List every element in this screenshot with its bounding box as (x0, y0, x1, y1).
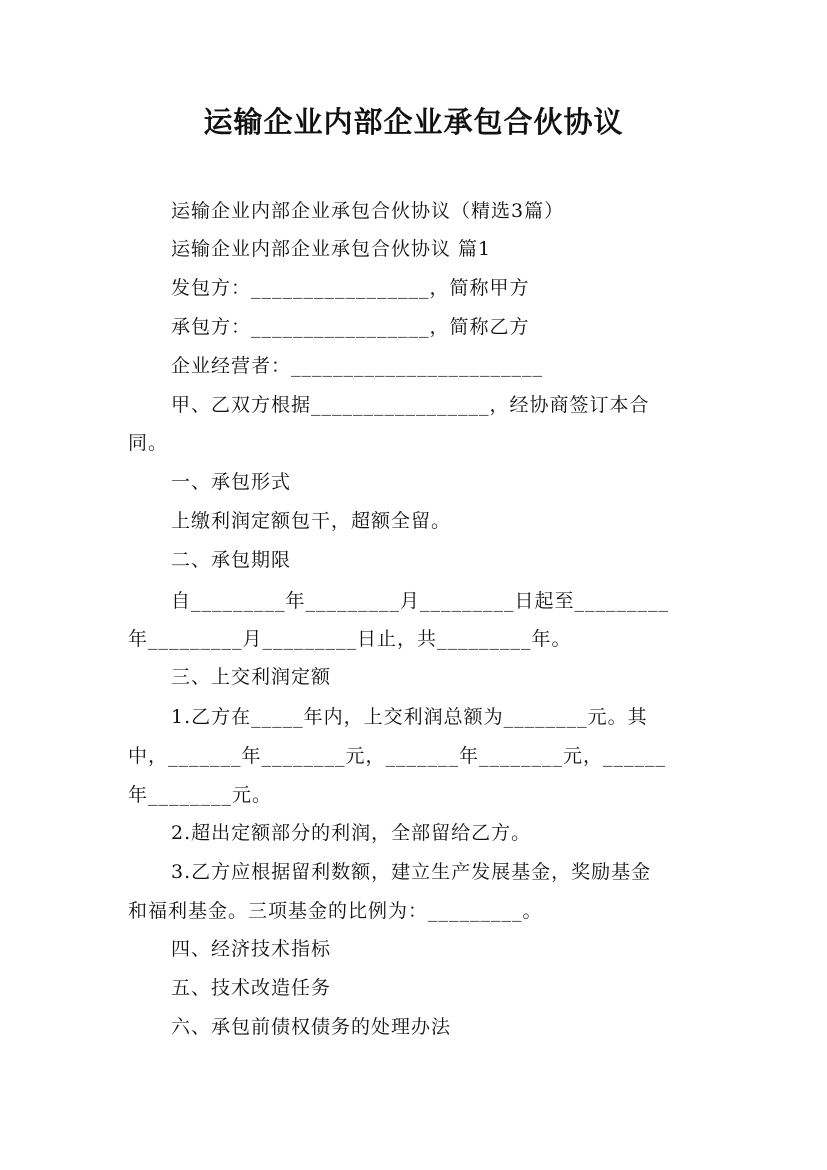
clause-heading: 二、承包期限 (171, 549, 292, 571)
clause-heading: 六、承包前债权债务的处理办法 (171, 1016, 452, 1038)
clause-heading: 五、技术改造任务 (171, 977, 332, 999)
paragraph-line: 企业经营者：________________________ (171, 355, 544, 377)
paragraph-line: 年_________月_________日止，共_________年。 (128, 628, 572, 650)
paragraph-line: 中，_______年________元，_______年________元，______ (128, 745, 667, 767)
paragraph-line: 和福利基金。三项基金的比例为：_________。 (128, 900, 543, 922)
document-title: 运输企业内部企业承包合伙协议 (203, 105, 624, 139)
paragraph-line: 发包方：_________________，简称甲方 (171, 277, 530, 299)
section-heading-line: 运输企业内部企业承包合伙协议 篇1 (171, 238, 492, 260)
paragraph-line: 甲、乙双方根据_________________，经协商签订本合 (171, 394, 650, 416)
paragraph-line: 1.乙方在_____年内，上交利润总额为________元。其 (171, 706, 648, 728)
paragraph-line: 年________元。 (128, 784, 273, 806)
paragraph-line: 同。 (128, 432, 169, 454)
paragraph-line: 承包方：_________________，简称乙方 (171, 316, 530, 338)
paragraph-line: 3.乙方应根据留利数额，建立生产发展基金，奖励基金 (171, 861, 652, 883)
subtitle-line: 运输企业内部企业承包合伙协议（精选3篇） (171, 200, 565, 222)
clause-heading: 一、承包形式 (171, 471, 292, 493)
paragraph-line: 上缴利润定额包干，超额全留。 (171, 510, 452, 532)
paragraph-line: 自_________年_________月_________日起至_________ (171, 590, 670, 612)
paragraph-line: 2.超出定额部分的利润，全部留给乙方。 (171, 822, 532, 844)
clause-heading: 四、经济技术指标 (171, 938, 332, 960)
clause-heading: 三、上交利润定额 (171, 666, 332, 688)
